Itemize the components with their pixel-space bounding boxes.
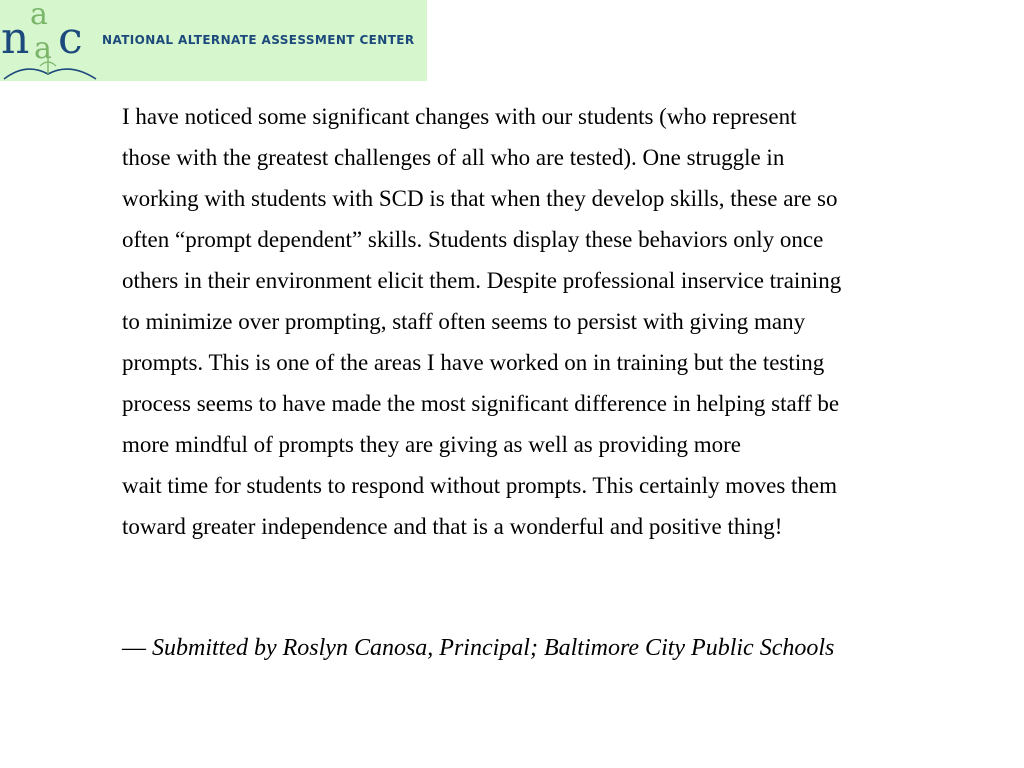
testimonial-line: working with students with SCD is that when they develop skills, these are so: [122, 186, 838, 211]
testimonial-line: prompts. This is one of the areas I have worked on in training but the testing: [122, 350, 825, 375]
organization-name: NATIONAL ALTERNATE ASSESSMENT CENTER: [102, 33, 415, 47]
logo-letter-a-upper: a: [30, 0, 48, 32]
testimonial-line: more mindful of prompts they are giving as well as providing more: [122, 432, 741, 457]
attribution-dash: —: [122, 635, 146, 661]
testimonial-line: I have noticed some significant changes with our students (who represent: [122, 104, 797, 129]
testimonial-line: to minimize over prompting, staff often seems to persist with giving many: [122, 309, 806, 334]
naac-logo-icon: [0, 0, 100, 81]
testimonial-line: process seems to have made the most significant difference in helping staff be: [122, 391, 840, 416]
testimonial-line: wait time for students to respond without prompts. This certainly moves them: [122, 473, 838, 498]
testimonial-line: others in their environment elicit them. Despite professional inservice training: [122, 268, 842, 293]
testimonial-line: toward greater independence and that is a wonderful and positive thing!: [122, 514, 783, 539]
testimonial-line: often “prompt dependent” skills. Students display these behaviors only once: [122, 227, 824, 252]
testimonial-body: [122, 96, 1012, 547]
header-banner: [0, 0, 427, 81]
logo-letter-c: c: [58, 13, 83, 64]
attribution-text: Submitted by Roslyn Canosa, Principal; Baltimore City Public Schools: [152, 635, 835, 661]
logo-letter-n: n: [1, 13, 30, 64]
testimonial-line: those with the greatest challenges of all who are tested). One struggle in: [122, 145, 785, 170]
logo-letter-a-lower: a: [34, 31, 52, 66]
testimonial-attribution: [122, 628, 834, 669]
